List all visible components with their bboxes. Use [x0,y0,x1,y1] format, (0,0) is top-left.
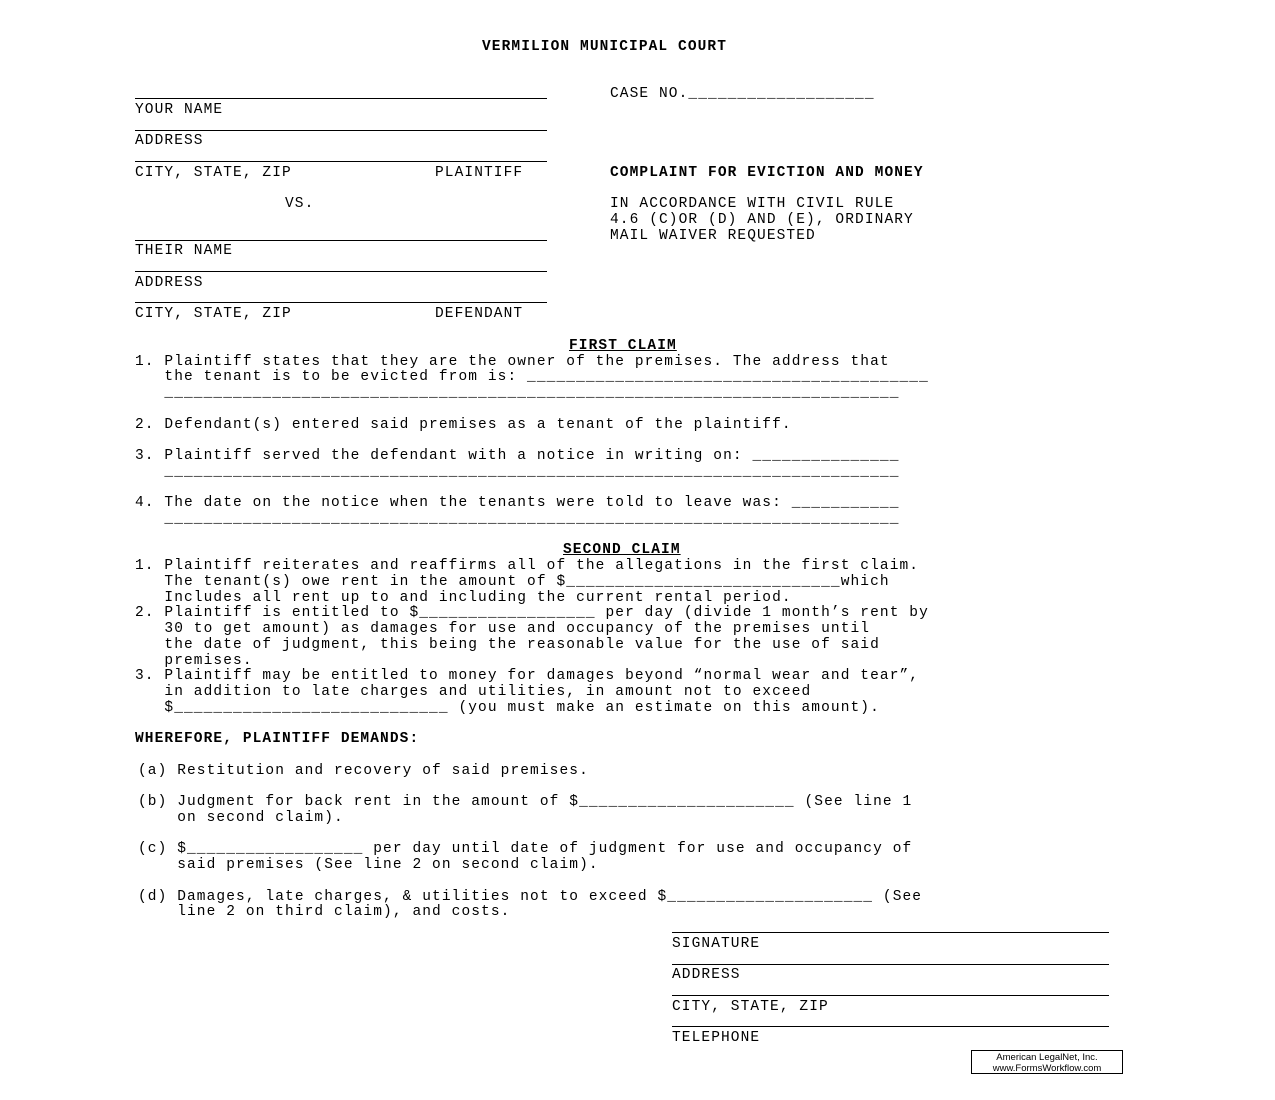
demand-d-line-1[interactable]: (d) Damages, late charges, & utilities not to exceed $_____________________ (See [138,889,923,905]
second-claim-line[interactable]: The tenant(s) owe rent in the amount of $____________________________which [135,574,890,590]
second-claim-line: in addition to late charges and utilities, in amount not to exceed [135,684,812,700]
first-claim-item-1-line-1: 1. Plaintiff states that they are the owner of the premises. The address that [135,354,890,370]
defendant-address-label: ADDRESS [135,275,204,291]
first-claim-item-3-line-2[interactable]: ___________________________________________________________________________ [135,464,900,480]
plaintiff-name-label: YOUR NAME [135,102,224,118]
american-legalnet-badge[interactable] [971,1050,1123,1074]
plaintiff-role-label: PLAINTIFF [435,165,524,181]
civil-rule-line-1: IN ACCORDANCE WITH CIVIL RULE [610,196,895,212]
demand-a: (a) Restitution and recovery of said premises. [138,763,589,779]
civil-rule-line-3: MAIL WAIVER REQUESTED [610,228,816,244]
demand-d-line-2: line 2 on third claim), and costs. [138,904,511,920]
second-claim-heading: SECOND CLAIM [563,542,681,558]
defendant-name-line[interactable] [135,240,547,241]
second-claim-line: 30 to get amount) as damages for use and occupancy of the premises until [135,621,871,637]
first-claim-item-3-line-1[interactable]: 3. Plaintiff served the defendant with a notice in writing on: _______________ [135,448,900,464]
demand-b-line-2: on second claim). [138,810,344,826]
defendant-role-label: DEFENDANT [435,306,524,322]
plaintiff-city-line[interactable] [135,161,547,162]
versus-label: VS. [285,196,315,212]
demand-c-line-2: said premises (See line 2 on second claim). [138,857,599,873]
demand-c-line-1[interactable]: (c) $__________________ per day until date of judgment for use and occupancy of [138,841,913,857]
case-number-field[interactable]: CASE NO.___________________ [610,86,875,102]
signer-city-line[interactable] [672,995,1109,996]
plaintiff-city-label: CITY, STATE, ZIP [135,165,292,181]
defendant-city-line[interactable] [135,302,547,303]
badge-company: American LegalNet, Inc. [996,1052,1098,1063]
second-claim-line: 1. Plaintiff reiterates and reaffirms all of the allegations in the first claim. [135,558,920,574]
signature-line[interactable] [672,932,1109,933]
second-claim-line[interactable]: $____________________________ (you must make an estimate on this amount). [135,700,880,716]
second-claim-line[interactable]: 2. Plaintiff is entitled to $__________________ per day (divide 1 month’s rent by [135,605,929,621]
first-claim-item-4-line-2[interactable]: ___________________________________________________________________________ [135,511,900,527]
first-claim-item-1-line-3[interactable]: ___________________________________________________________________________ [135,385,900,401]
signer-telephone-line[interactable] [672,1026,1109,1027]
first-claim-item-4-line-1[interactable]: 4. The date on the notice when the tenants were told to leave was: ___________ [135,495,900,511]
defendant-address-line[interactable] [135,271,547,272]
first-claim-item-1-line-2[interactable]: the tenant is to be evicted from is: _________________________________________ [135,369,929,385]
second-claim-line: Includes all rent up to and including the current rental period. [135,590,792,606]
demands-heading: WHEREFORE, PLAINTIFF DEMANDS: [135,731,420,747]
defendant-city-label: CITY, STATE, ZIP [135,306,292,322]
demand-b-line-1[interactable]: (b) Judgment for back rent in the amount of $______________________ (See line 1 [138,794,913,810]
plaintiff-address-label: ADDRESS [135,133,204,149]
first-claim-heading: FIRST CLAIM [569,338,677,354]
second-claim-line: the date of judgment, this being the reasonable value for the use of said [135,637,880,653]
signer-address-label: ADDRESS [672,967,741,983]
defendant-name-label: THEIR NAME [135,243,234,259]
signer-telephone-label: TELEPHONE [672,1030,761,1046]
plaintiff-address-line[interactable] [135,130,547,131]
civil-rule-line-2: 4.6 (C)OR (D) AND (E), ORDINARY [610,212,914,228]
signer-address-line[interactable] [672,964,1109,965]
second-claim-line: 3. Plaintiff may be entitled to money for damages beyond “normal wear and tear”, [135,668,920,684]
plaintiff-name-line[interactable] [135,98,547,99]
first-claim-item-2: 2. Defendant(s) entered said premises as a tenant of the plaintiff. [135,417,792,433]
signer-city-label: CITY, STATE, ZIP [672,999,829,1015]
signature-label: SIGNATURE [672,936,761,952]
second-claim-line: premises. [135,653,253,669]
badge-url: www.FormsWorkflow.com [992,1063,1102,1074]
document-title: COMPLAINT FOR EVICTION AND MONEY [610,165,924,181]
court-title: VERMILION MUNICIPAL COURT [482,39,728,55]
